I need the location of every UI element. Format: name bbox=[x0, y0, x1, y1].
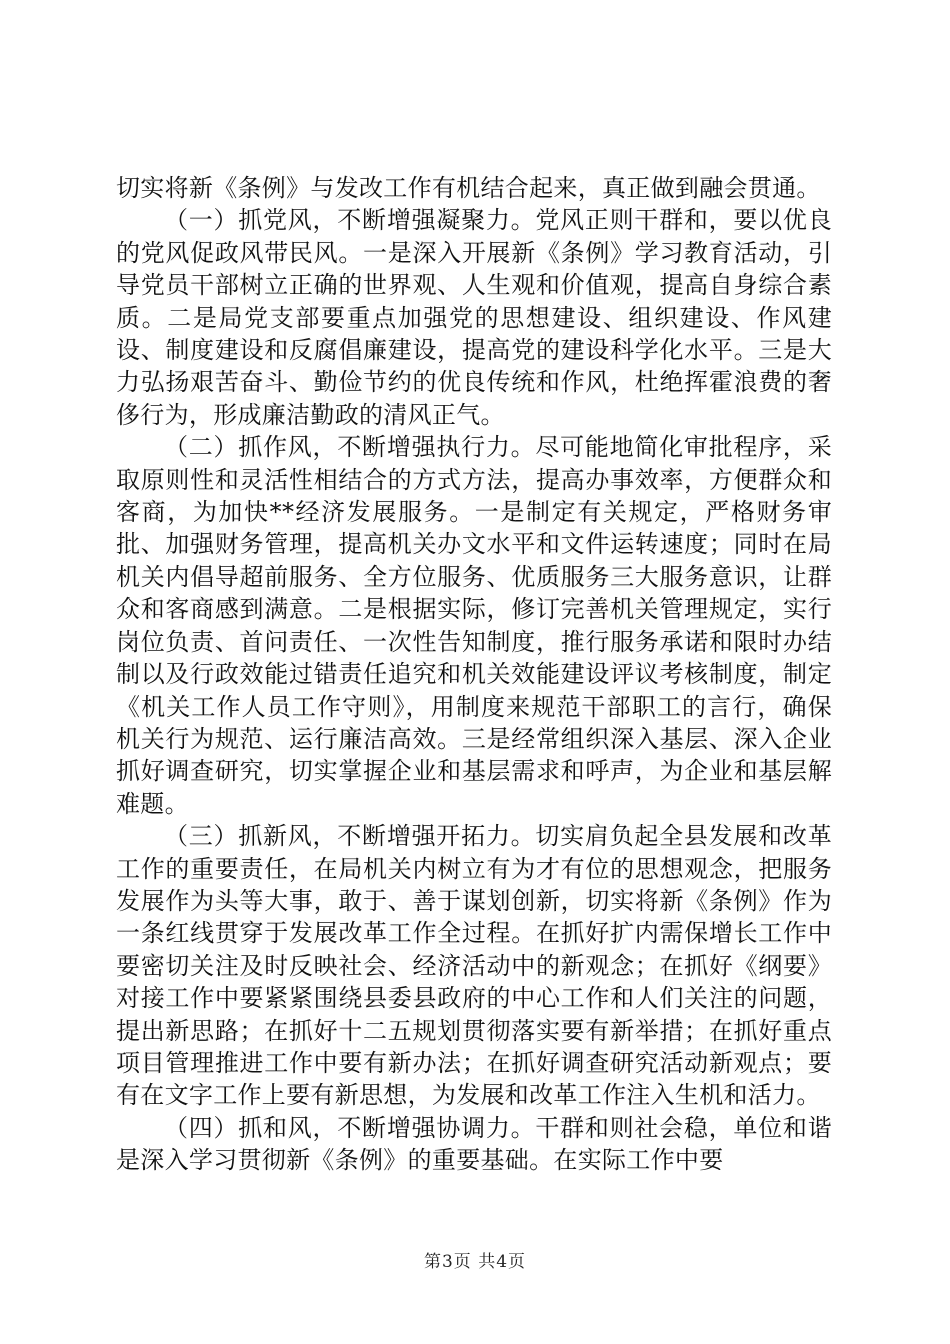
paragraph-5: （四）抓和风，不断增强协调力。干群和则社会稳，单位和谐是深入学习贯彻新《条例》的重要基础。在实际工作中要 bbox=[116, 1113, 832, 1175]
paragraph-2: （一）抓党风，不断增强凝聚力。党风正则干群和，要以优良的党风促政风带民风。一是深入开展新《条例》学习教育活动，引导党员干部树立正确的世界观、人生观和价值观，提高自身综合素质。二是局党支部要重点加强党的思想建设、组织建设、作风建设、制度建设和反腐倡廉建设，提高党的建设科学化水平。三是大力弘扬艰苦奋斗、勤俭节约的优良传统和作风，杜绝挥霍浪费的奢侈行为，形成廉洁勤政的清风正气。 bbox=[116, 206, 832, 429]
paragraph-4: （三）抓新风，不断增强开拓力。切实肩负起全县发展和改革工作的重要责任，在局机关内树立有为才有位的思想观念，把服务发展作为头等大事，敢于、善于谋划创新，切实将新《条例》作为一条红线贯穿于发展改革工作全过程。在抓好扩内需保增长工作中要密切关注及时反映社会、经济活动中的新观念；在抓好《纲要》对接工作中要紧紧围绕县委县政府的中心工作和人们关注的问题，提出新思路；在抓好十二五规划贯彻落实要有新举措；在抓好重点项目管理推进工作中要有新办法；在抓好调查研究活动新观点；要有在文字工作上要有新思想，为发展和改革工作注入生机和活力。 bbox=[116, 822, 832, 1110]
document-body bbox=[116, 172, 832, 1177]
page-footer: 第3页 共4页 bbox=[423, 1252, 527, 1272]
paragraph-3: （二）抓作风，不断增强执行力。尽可能地简化审批程序，采取原则性和灵活性相结合的方式方法，提高办事效率，方便群众和客商，为加快**经济发展服务。一是制定有关规定，严格财务审批、加强财务管理，提高机关办文水平和文件运转速度；同时在局机关内倡导超前服务、全方位服务、优质服务三大服务意识，让群众和客商感到满意。二是根据实际，修订完善机关管理规定，实行岗位负责、首问责任、一次性告知制度，推行服务承诺和限时办结制以及行政效能过错责任追究和机关效能建设评议考核制度，制定《机关工作人员工作守则》，用制度来规范干部职工的言行，确保机关行为规范、运行廉洁高效。三是经常组织深入基层、深入企业抓好调查研究，切实掌握企业和基层需求和呼声，为企业和基层解难题。 bbox=[116, 433, 832, 818]
paragraph-1: 切实将新《条例》与发改工作有机结合起来，真正做到融会贯通。 bbox=[116, 174, 821, 202]
